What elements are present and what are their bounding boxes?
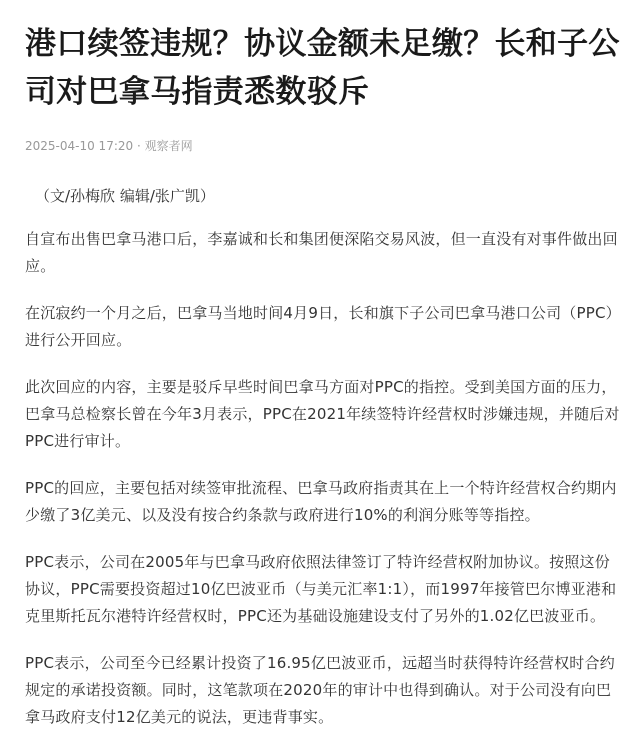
article-title: 港口续签违规？协议金额未足缴？长和子公司对巴拿马指责悉数驳斥 — [25, 26, 620, 110]
paragraph-4: PPC的回应，主要包括对续签审批流程、巴拿马政府指责其在上一个特许经营权合约期内少缴了3亿美元、以及没有按合约条款与政府进行10%的利润分账等等指控。 — [25, 479, 617, 524]
article-meta — [25, 138, 620, 154]
meta-separator: · — [133, 139, 145, 153]
byline: （文/孙梅欣 编辑/张广凯） — [35, 187, 215, 205]
paragraph-1: 自宣布出售巴拿马港口后，李嘉诚和长和集团便深陷交易风波，但一直没有对事件做出回应。 — [25, 230, 618, 275]
paragraph-5: PPC表示，公司在2005年与巴拿马政府依照法律签订了特许经营权附加协议。按照这份协议，PPC需要投资超过10亿巴波亚币（与美元汇率1:1），而1997年接管巴尔博亚港和克里斯托瓦尔港特许经营权时，PPC还为基础设施建设支付了另外的1.02亿巴波亚币。 — [25, 553, 617, 625]
paragraph-2: 在沉寂约一个月之后，巴拿马当地时间4月9日，长和旗下子公司巴拿马港口公司（PPC）进行公开回应。 — [25, 304, 614, 349]
publish-date: 2025-04-10 17:20 — [25, 139, 134, 153]
paragraph-3: 此次回应的内容，主要是驳斥早些时间巴拿马方面对PPC的指控。受到美国方面的压力，巴拿马总检察长曾在今年3月表示，PPC在2021年续签特许经营权时涉嫌违规，并随后对PPC进行审计。 — [25, 378, 620, 450]
paragraph-6: PPC表示，公司至今已经累计投资了16.95亿巴波亚币，远超当时获得特许经营权时合约规定的承诺投资额。同时，这笔款项在2020年的审计中也得到确认。对于公司没有向巴拿马政府支付12亿美元的说法，更违背事实。 — [25, 654, 615, 726]
source-name[interactable]: 观察者网 — [144, 139, 193, 153]
